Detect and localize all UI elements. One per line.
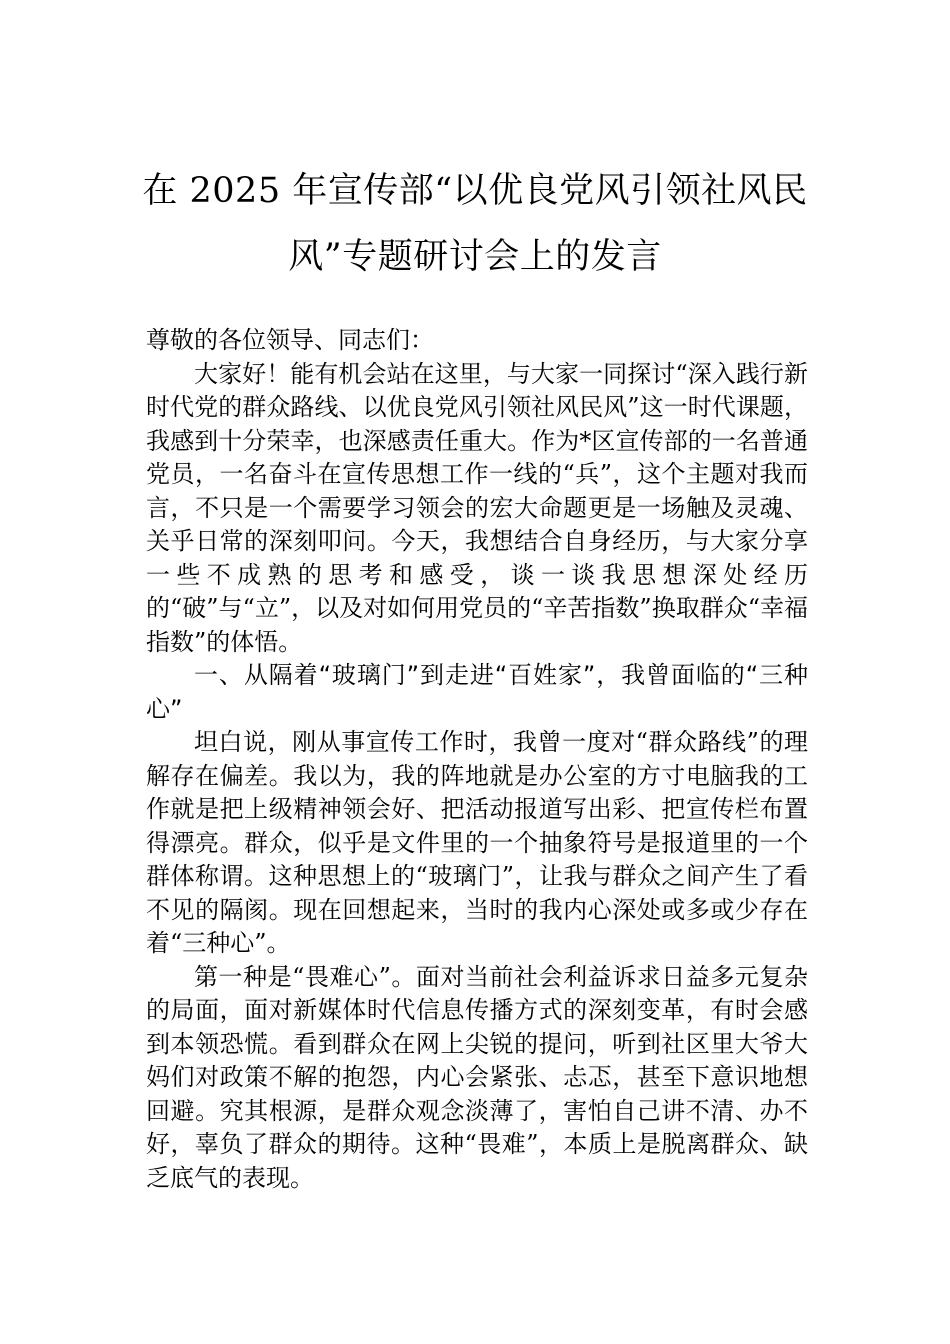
salutation: 尊敬的各位领导、同志们： [146,326,434,354]
paragraph-section1-intro: 坦白说，刚从事宣传工作时，我曾一度对“群众路线”的理解存在偏差。我以为，我的阵地就是办公室的方寸电脑我的工作就是把上级精神领会好、把活动报道写出彩、把宣传栏布置得漂亮。群众，似乎是文件里的一个抽象符号是报道里的一个群体称谓。这种思想上的“玻璃门”，让我与群众之间产生了看不见的隔阂。现在回想起来，当时的我内心深处或多或少存在着“三种心”。 [146,728,808,957]
paragraph-first-mindset: 第一种是“畏难心”。面对当前社会利益诉求日益多元复杂的局面，面对新媒体时代信息传播方式的深刻变革，有时会感到本领恐慌。看到群众在网上尖锐的提问，听到社区里大爷大妈们对政策不解的抱怨，内心会紧张、忐忑，甚至下意识地想回避。究其根源，是群众观念淡薄了，害怕自己讲不清、办不好，辜负了群众的期待。这种“畏难”，本质上是脱离群众、缺乏底气的表现。 [146,962,808,1192]
paragraph-opening: 大家好！能有机会站在这里，与大家一同探讨“深入践行新时代党的群众路线、以优良党风引领社风民风”这一时代课题，我感到十分荣幸，也深感责任重大。作为*区宣传部的一名普通党员，一名奋斗在宣传思想工作一线的“兵”，这个主题对我而言，不只是一个需要学习领会的宏大命题更是一场触及灵魂、关乎日常的深刻叩问。今天，我想结合自身经历，与大家分享一些不成熟的思考和感受，谈一谈我思想深处经历的“破”与“立”，以及对如何用党员的“辛苦指数”换取群众“幸福指数”的体悟。 [146,359,808,656]
title-line-1: 在 2025 年宣传部“以优良党风引领社风民 [142,171,808,211]
document-title [120,158,830,290]
document-body [146,324,808,1195]
section-heading-1: 一、从隔着“玻璃门”到走进“百姓家”，我曾面临的“三种心” [146,661,808,723]
title-line-2: 风”专题研讨会上的发言 [288,237,662,277]
